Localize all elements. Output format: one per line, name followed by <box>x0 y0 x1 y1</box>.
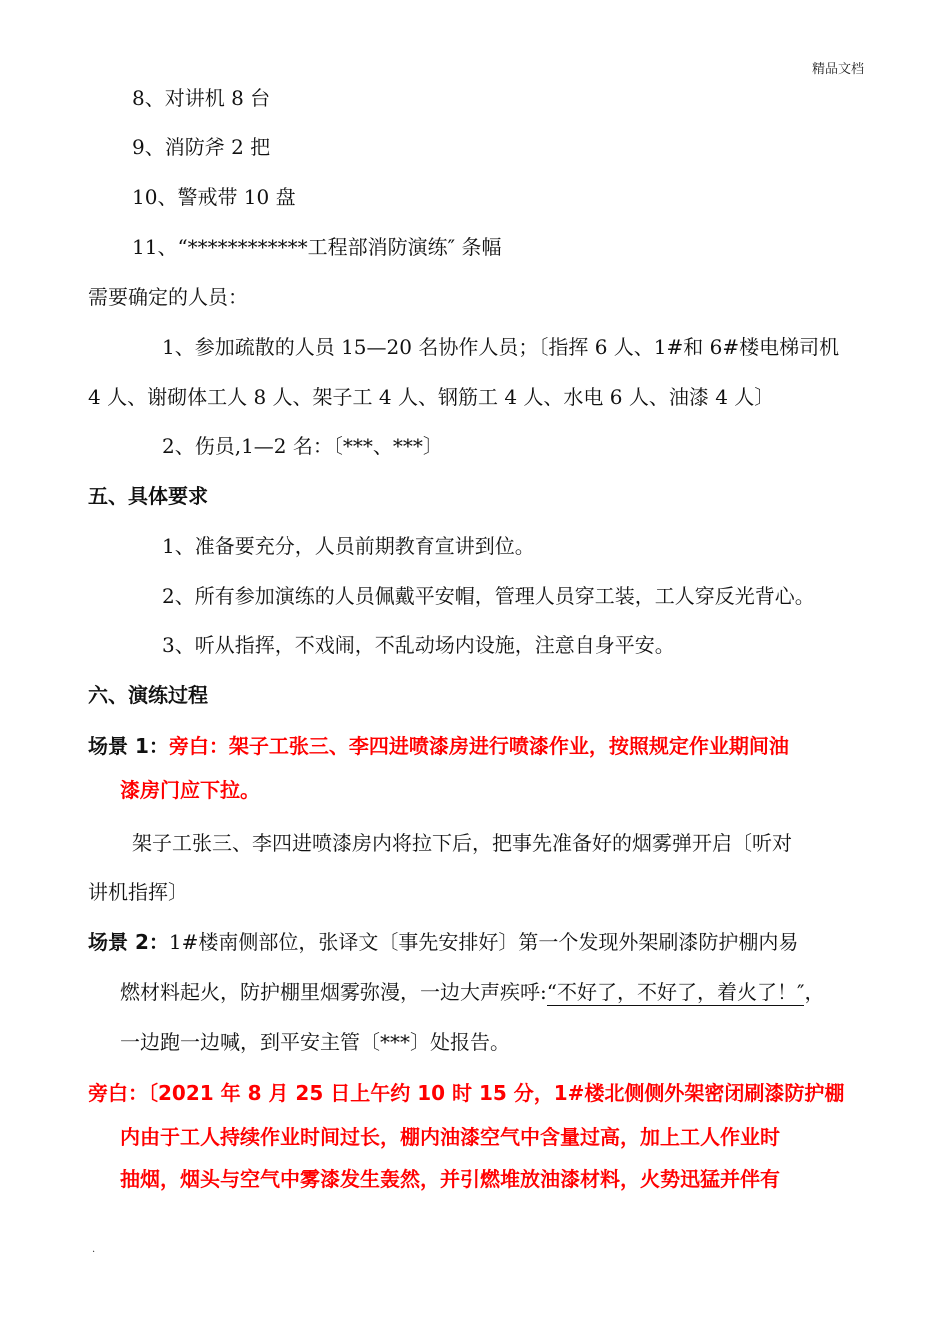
scene-text: 架子工张三、李四进喷漆房内将拉下后，把事先准备好的烟雾弹开启〔听对 <box>132 831 792 855</box>
list-item: 8、对讲机 8 台 <box>132 86 271 110</box>
footer-mark: . <box>92 1244 96 1255</box>
page-header: 精品文档 <box>811 62 864 77</box>
personnel-item-continued: 4 人、谢砌体工人 8 人、架子工 4 人、钢筋工 4 人、水电 6 人、油漆 4 人〕 <box>88 385 775 409</box>
personnel-item: 1、参加疏散的人员 15—20 名协作人员；〔指挥 6 人、1#和 6#楼电梯司机 <box>162 335 840 359</box>
scene-text-continued: 一边跑一边喊，到平安主管〔***〕处报告。 <box>120 1030 510 1054</box>
personnel-heading: 需要确定的人员： <box>88 285 248 309</box>
scene-text-part: 燃材料起火，防护棚里烟雾弥漫，一边大声疾呼: <box>120 980 547 1004</box>
scene-text: 1#楼南侧部位，张译文〔事先安排好〕第一个发现外架刷漆防护棚内易 <box>168 930 799 954</box>
personnel-item: 2、伤员,1—2 名：〔***、***〕 <box>162 434 443 458</box>
quoted-shout: “不好了，不好了，着火了！″ <box>546 980 805 1004</box>
scene-label: 场景 2： <box>88 930 169 954</box>
list-item: 11、“************工程部消防演练″ 条幅 <box>132 235 502 259</box>
section-heading: 五、具体要求 <box>88 484 208 508</box>
section-heading: 六、演练过程 <box>88 683 208 707</box>
narration: 旁白：〔2021 年 8 月 25 日上午约 10 时 15 分，1#楼北侧侧外架密闭刷漆防护棚 <box>88 1081 845 1105</box>
scene-1 <box>88 733 789 759</box>
list-item: 10、警戒带 10 盘 <box>132 185 296 209</box>
scene-text-continued <box>120 979 824 1005</box>
narration-continued: 抽烟，烟头与空气中雾漆发生轰然，并引燃堆放油漆材料，火势迅猛并伴有 <box>120 1167 780 1191</box>
scene-label: 场景 1： <box>88 734 169 758</box>
scene-text-part: ， <box>804 980 825 1004</box>
requirement-item: 1、准备要充分，人员前期教育宣讲到位。 <box>162 534 535 558</box>
scene-2 <box>88 929 798 955</box>
requirement-item: 2、所有参加演练的人员佩戴平安帽，管理人员穿工装，工人穿反光背心。 <box>162 584 815 608</box>
narration: 旁白：架子工张三、李四进喷漆房进行喷漆作业，按照规定作业期间油 <box>168 734 789 758</box>
narration-continued: 内由于工人持续作业时间过长，棚内油漆空气中含量过高，加上工人作业时 <box>120 1125 780 1149</box>
narration-continued: 漆房门应下拉。 <box>120 778 260 802</box>
list-item: 9、消防斧 2 把 <box>132 135 271 159</box>
scene-text-continued: 讲机指挥〕 <box>88 880 188 904</box>
requirement-item: 3、听从指挥，不戏闹，不乱动场内设施，注意自身平安。 <box>162 633 675 657</box>
